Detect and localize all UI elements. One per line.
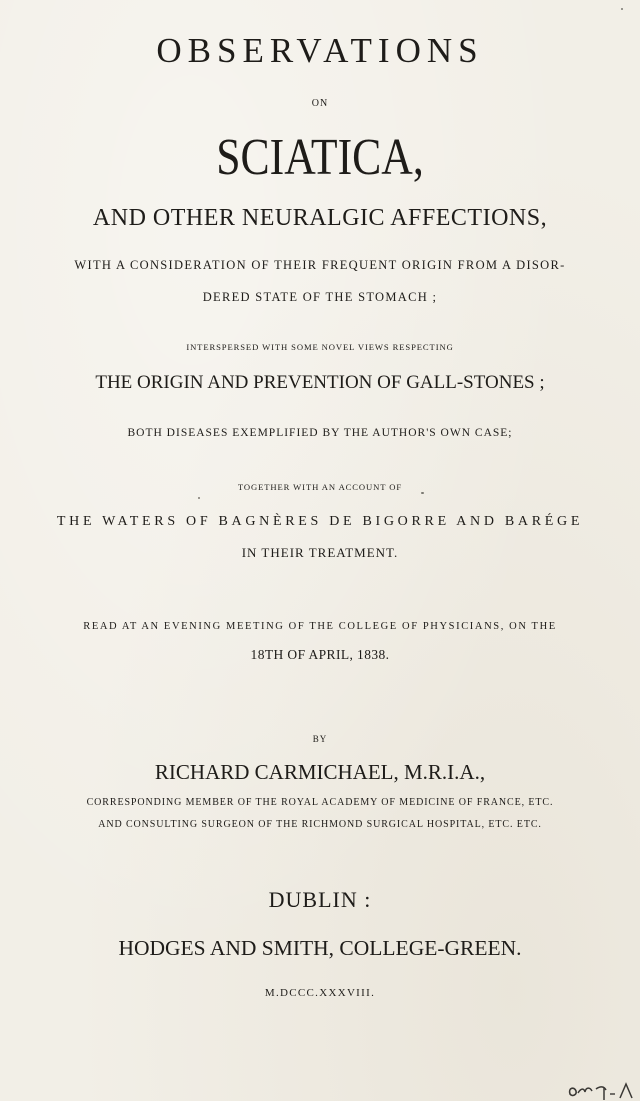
credentials-line-1: CORRESPONDING MEMBER OF THE ROYAL ACADEMY OF MEDICINE OF FRANCE, ETC. bbox=[86, 797, 554, 808]
in-treatment-line: IN THEIR TREATMENT. bbox=[241, 545, 399, 560]
ink-speck bbox=[421, 492, 424, 494]
both-diseases-line: BOTH DISEASES EXEMPLIFIED BY THE AUTHOR'S OWN CASE; bbox=[127, 427, 513, 439]
read-line-1: READ AT AN EVENING MEETING OF THE COLLEGE OF PHYSICIANS, ON THE bbox=[83, 621, 557, 632]
city-line: DUBLIN : bbox=[268, 887, 372, 912]
by-label: BY bbox=[312, 734, 328, 744]
subject-title: SCIATICA, bbox=[216, 129, 424, 186]
subtitle: AND OTHER NEURALGIC AFFECTIONS, bbox=[92, 205, 548, 231]
gallstones-line: THE ORIGIN AND PREVENTION OF GALL-STONES ; bbox=[95, 372, 545, 393]
handwritten-shelfmark bbox=[566, 1074, 636, 1101]
consideration-line-1: WITH A CONSIDERATION OF THEIR FREQUENT ORIGIN FROM A DISOR- bbox=[74, 258, 566, 272]
interspersed-line: INTERSPERSED WITH SOME NOVEL VIEWS RESPECTING bbox=[186, 342, 454, 352]
ink-speck bbox=[198, 497, 200, 499]
ink-speck bbox=[621, 8, 623, 10]
on-label: ON bbox=[311, 98, 329, 109]
author-name: RICHARD CARMICHAEL, M.R.I.A., bbox=[154, 760, 486, 784]
date-line: M.DCCC.XXXVIII. bbox=[264, 987, 376, 999]
together-line: TOGETHER WITH AN ACCOUNT OF bbox=[237, 482, 403, 492]
consideration-line-2: DERED STATE OF THE STOMACH ; bbox=[202, 290, 438, 304]
waters-line: THE WATERS OF BAGNÈRES DE BIGORRE AND BARÉGE bbox=[56, 514, 584, 529]
credentials-line-2: AND CONSULTING SURGEON OF THE RICHMOND SURGICAL HOSPITAL, ETC. ETC. bbox=[98, 819, 542, 830]
publisher-line: HODGES AND SMITH, COLLEGE-GREEN. bbox=[118, 936, 522, 960]
main-title: OBSERVATIONS bbox=[156, 31, 484, 70]
read-line-2: 18TH OF APRIL, 1838. bbox=[250, 647, 390, 662]
